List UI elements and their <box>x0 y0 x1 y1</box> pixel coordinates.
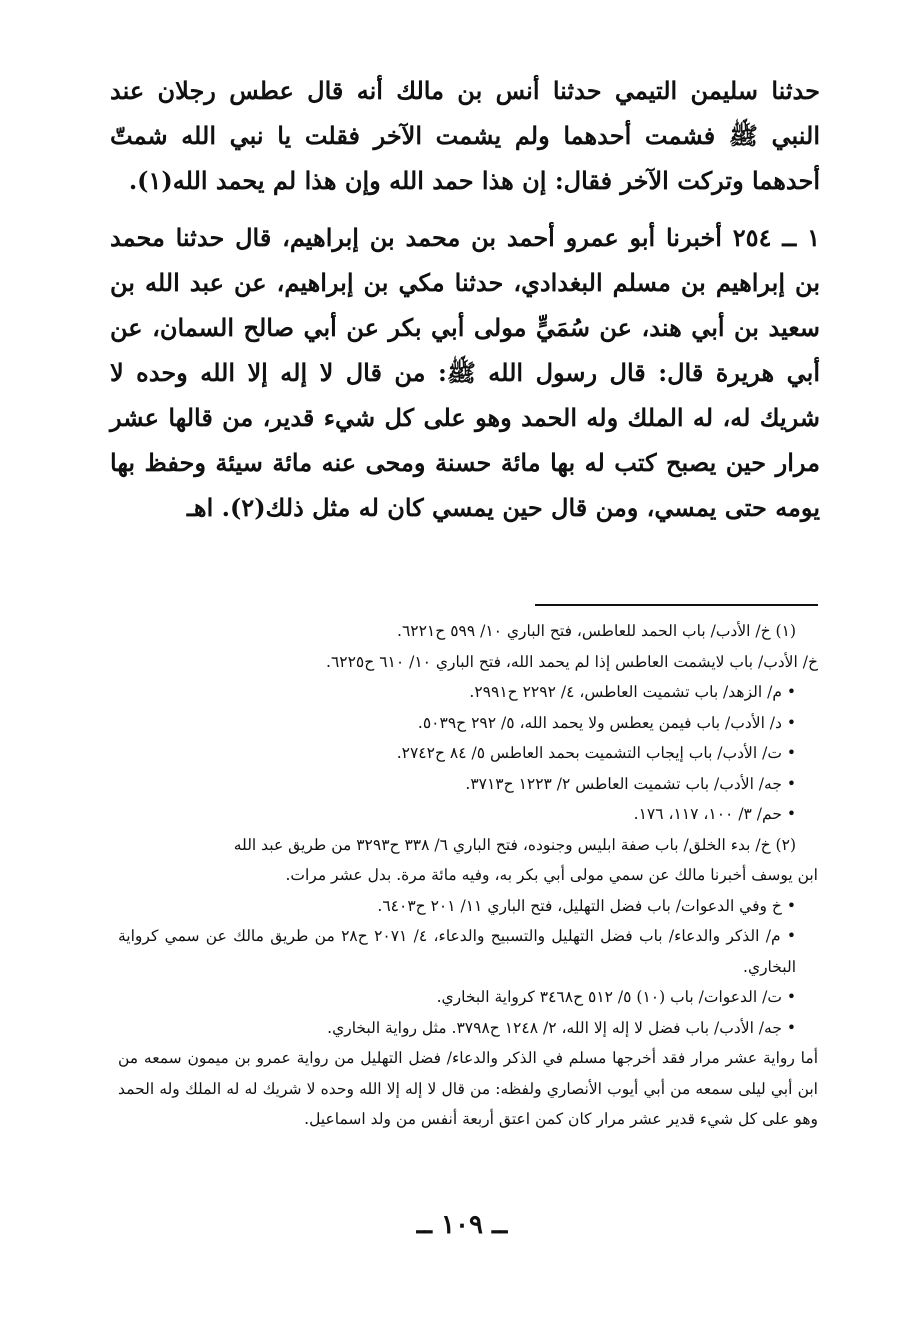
footnote-line: ابن يوسف أخبرنا مالك عن سمي مولى أبي بكر به، وفيه مائة مرة. بدل عشر مرات. <box>285 866 818 884</box>
footnote-divider <box>535 604 818 606</box>
footnote-line: • جه/ الأدب/ باب تشميت العاطس ٢/ ١٢٢٣ ح٣٧١٣. <box>465 774 796 793</box>
hadith-paragraph: ١ ــ ٢٥٤ أخبرنا أبو عمرو أحمد بن محمد بن إبراهيم، قال حدثنا محمد بن إبراهيم بن مسلم البغدادي، حدثنا مكي بن إبراهيم، عن عبد الله بن سعيد بن أبي هند، عن سُمَيٍّ مولى أبي بكر عن أبي صالح السمان، عن أبي هريرة قال: قال رسول الله ﷺ: من قال لا إله إلا الله وحده لا شريك له، له الملك وله الحمد وهو على كل شيء قدير، من قالها عشر مرار حين يصبح كتب له بها مائة حسنة ومحى عنه مائة سيئة وحفظ بها يومه حتى يمسي، ومن قال حين يمسي كان له مثل ذلك(٢). اهـ <box>110 223 820 522</box>
footnote-line: • م/ الزهد/ باب تشميت العاطس، ٤/ ٢٢٩٢ ح٢٩٩١. <box>469 683 796 701</box>
footnote-line: • د/ الأدب/ باب فيمن يعطس ولا يحمد الله، ٥/ ٢٩٢ ح٥٠٣٩. <box>417 713 796 732</box>
footnote-line: • خ وفي الدعوات/ باب فضل التهليل، فتح الباري ١١/ ٢٠١ ح٦٤٠٣. <box>377 896 796 915</box>
hadith-paragraph: حدثنا سليمن التيمي حدثنا أنس بن مالك أنه قال عطس رجلان عند النبي ﷺ فشمت أحدهما ولم يشمت الآخر فقلت يا نبي الله شمتّ أحدهما وتركت الآخر فقال: إن هذا حمد الله وإن هذا لم يحمد الله(١). <box>110 76 820 195</box>
footnote-line: • م/ الذكر والدعاء/ باب فضل التهليل والتسبيح والدعاء، ٤/ ٢٠٧١ ح٢٨ من طريق مالك عن سمي كرواية البخاري. <box>118 927 796 976</box>
main-text <box>110 68 820 530</box>
footnote-line: (٢) خ/ بدء الخلق/ باب صفة ابليس وجنوده، فتح الباري ٦/ ٣٣٨ ح٣٢٩٣ من طريق عبد الله <box>233 835 796 854</box>
footnote-line: أما رواية عشر مرار فقد أخرجها مسلم في الذكر والدعاء/ فضل التهليل من رواية عمرو بن ميمون سمعه من ابن أبي ليلى سمعه من أبي أيوب الأنصاري ولفظه: من قال لا إله إلا الله وحده لا شريك له له الملك وله الحمد وهو على كل شيء قدير عشر مرار كان كمن اعتق أربعة أنفس من ولد اسماعيل. <box>118 1049 818 1128</box>
footnote-line: • جه/ الأدب/ باب فضل لا إله إلا الله، ٢/ ١٢٤٨ ح٣٧٩٨. مثل رواية البخاري. <box>327 1018 796 1037</box>
footnote-line: • ت/ الدعوات/ باب (١٠) ٥/ ٥١٢ ح٣٤٦٨ كرواية البخاري. <box>436 988 796 1006</box>
page-number: ــ ١٠٩ ــ <box>416 1210 508 1240</box>
footnote-line: خ/ الأدب/ باب لايشمت العاطس إذا لم يحمد الله، فتح الباري ١٠/ ٦١٠ ح٦٢٢٥. <box>326 652 818 671</box>
footnote-line: (١) خ/ الأدب/ باب الحمد للعاطس، فتح الباري ١٠/ ٥٩٩ ح٦٢٢١. <box>397 622 796 640</box>
footnote-line: • ت/ الأدب/ باب إيجاب التشميت بحمد العاطس ٥/ ٨٤ ح٢٧٤٢. <box>396 744 796 762</box>
footnote-line: • حم/ ٣/ ١٠٠، ١١٧، ١٧٦. <box>633 805 796 823</box>
footnotes <box>118 616 818 1135</box>
